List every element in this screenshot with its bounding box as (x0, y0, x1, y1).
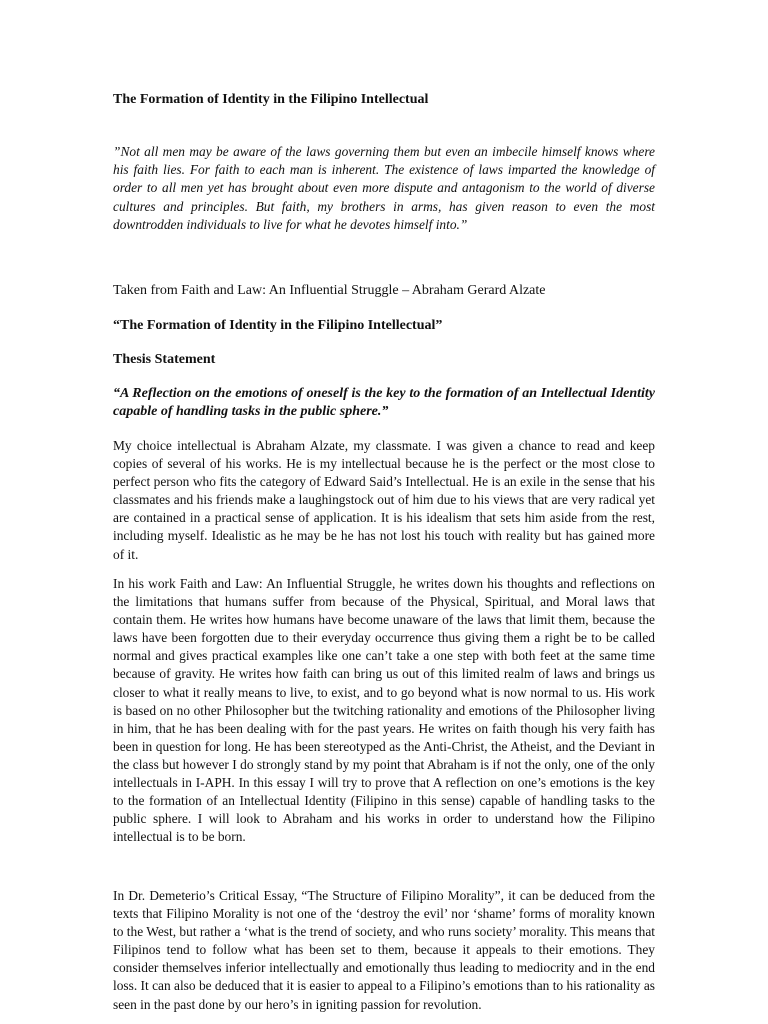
thesis-heading: Thesis Statement (113, 352, 216, 367)
body-paragraph: My choice intellectual is Abraham Alzate, my classmate. I was given a chance to read and keep copies of several of his works. He is my intellectual because he is the perfect or the most close to perfect person who fits the category of Edward Said’s Intellectual. He is an exile in the sense that his classmates and his friends make a laughingstock out of him due to his views that are very radical yet are contained in a practical sense of application. It is his idealism that sets him aside from the rest, including myself. Idealistic as he may be he has not lost his touch with reality but has gained more of it. (113, 438, 655, 562)
essay-title: “The Formation of Identity in the Filipino Intellectual” (113, 318, 443, 333)
document-title: The Formation of Identity in the Filipino Intellectual (113, 92, 429, 107)
epigraph-quote: ”Not all men may be aware of the laws governing them but even an imbecile himself knows where his faith lies. For faith to each man is inherent. The existence of laws imparted the knowledge of order to all men yet has brought about even more dispute and antagonism to the world of diverse cultures and principles. But faith, my brothers in arms, has given reason to even the most downtrodden individuals to live for what he devotes himself into.” (113, 144, 655, 232)
thesis-statement: “A Reflection on the emotions of oneself is the key to the formation of an Intellectual Identity capable of handling tasks in the public sphere.” (113, 386, 655, 419)
body-paragraph: In his work Faith and Law: An Influential Struggle, he writes down his thoughts and reflections on the limitations that humans suffer from because of the Physical, Spiritual, and Moral laws that contain them. He writes how humans have become unaware of the laws that limit them, because the laws have been forgotten due to their everyday occurrence thus giving them a right be to be called normal and gives practical examples like one can’t take a one step with both feet at the same time because of gravity. He writes how faith can bring us out of this limited realm of laws and brings us closer to what it really means to live, to exist, and to go beyond what is now normal to us. His work is based on no other Philosopher but the twitching rationality and emotions of the Philosopher living in him, that he has been dealing with for the past years. He writes on faith though his very faith has been in question for long. He has been stereotyped as the Anti-Christ, the Atheist, and the Deviant in the class but however I do strongly stand by my point that Abraham is if not the only, one of the only intellectuals in I-APH. In this essay I will try to prove that A reflection on one’s emotions is the key to the formation of an Intellectual Identity (Filipino in this sense) capable of handling tasks to the public sphere. I will look to Abraham and his works in order to understand how the Filipino intellectual is to be born. (113, 576, 655, 845)
epigraph-source: Taken from Faith and Law: An Influential Struggle – Abraham Gerard Alzate (113, 283, 546, 298)
body-paragraph: In Dr. Demeterio’s Critical Essay, “The Structure of Filipino Morality”, it can be deduced from the texts that Filipino Morality is not one of the ‘destroy the evil’ nor ‘shame’ forms of morality known to the West, but rather a ‘what is the trend of society, and who runs society’ morality. This means that Filipinos tend to follow what has been set to them, because it appeals to their emotions. They consider themselves inferior intellectually and emotionally thus leading to mediocrity and in the end loss. It can also be deduced that it is easier to appeal to a Filipino’s emotions than to his rationality as seen in the past done by our hero’s in igniting passion for revolution. (113, 888, 655, 1012)
